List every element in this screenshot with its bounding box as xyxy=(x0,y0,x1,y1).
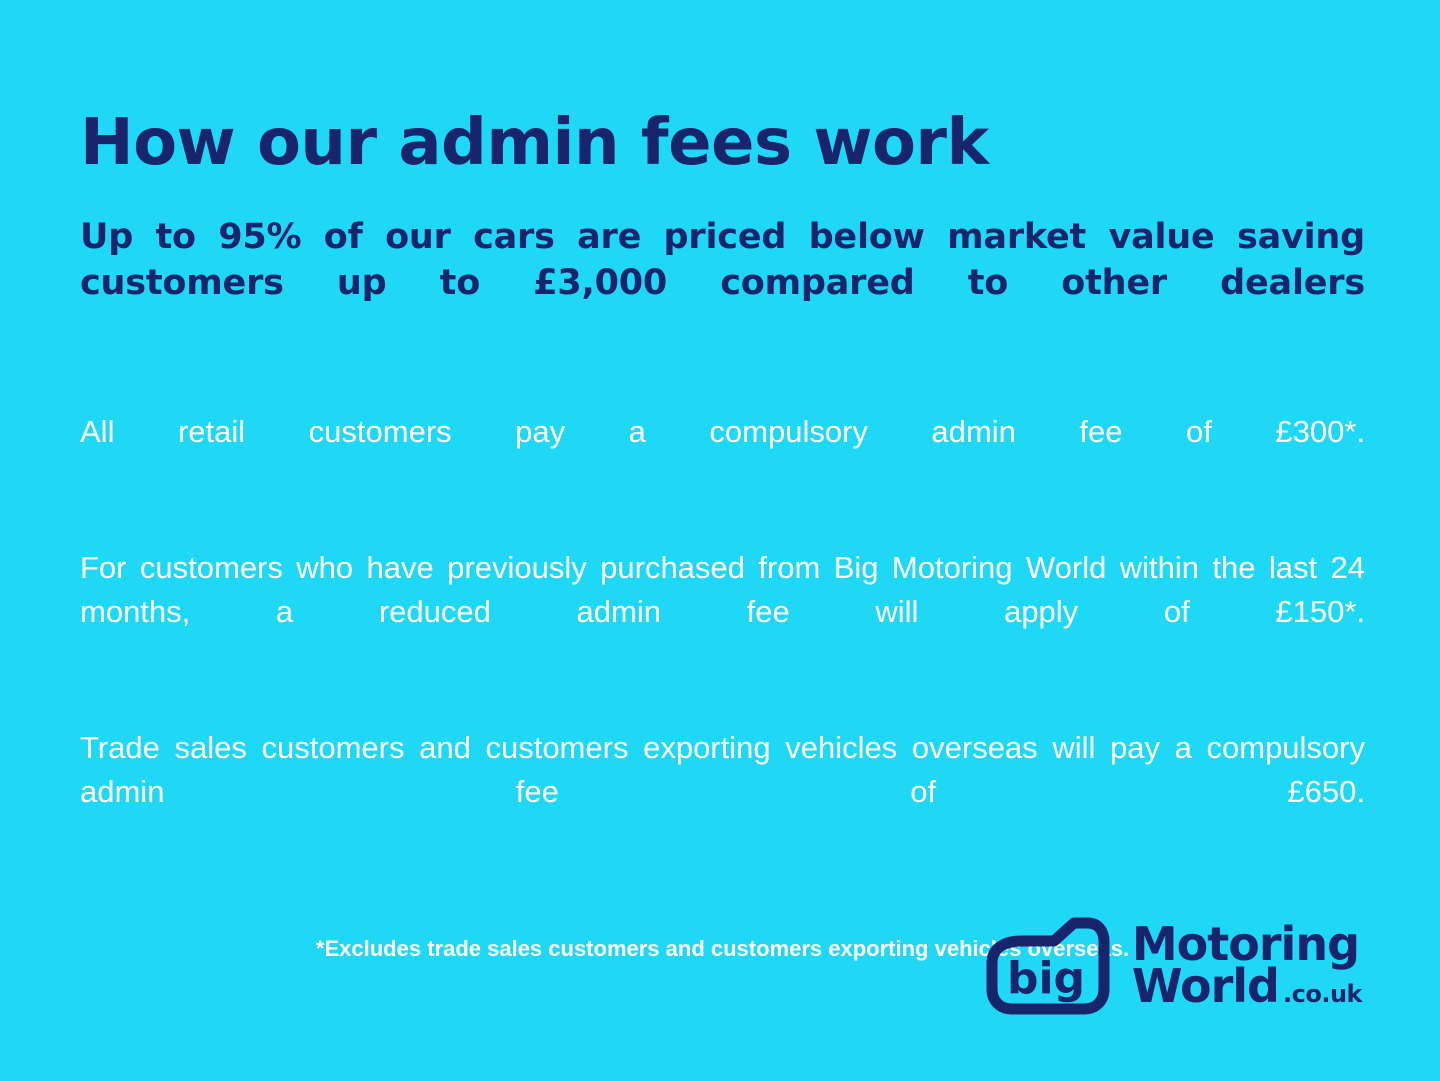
footnote-disclaimer: *Excludes trade sales customers and customers exporting vehicles overseas. xyxy=(315,935,1130,961)
paragraph-retail-fee: All retail customers pay a compulsory admin fee of £300*. xyxy=(80,413,1365,449)
logo-wordmark xyxy=(1131,916,1362,1013)
logo-line-motoring: Motoring xyxy=(1131,916,1360,971)
subheading: Up to 95% of our cars are priced below market value saving customers up to £3,000 compared to other dealers xyxy=(80,217,1365,303)
svg-text:big: big xyxy=(1006,953,1085,1004)
page-title: How our admin fees work xyxy=(80,106,989,180)
logo-line-world: World xyxy=(1131,959,1279,1013)
paragraph-trade-export-fee: Trade sales customers and customers exporting vehicles overseas will pay a compulsory admin fee of £650. xyxy=(80,729,1365,809)
paragraph-returning-customer-fee: For customers who have previously purchased from Big Motoring World within the last 24 months, a reduced admin fee will apply of £150*. xyxy=(80,549,1365,629)
big-car-logo-icon xyxy=(982,911,1122,1019)
logo-tld: .co.uk xyxy=(1283,980,1362,1008)
big-motoring-world-logo xyxy=(982,911,1362,1019)
